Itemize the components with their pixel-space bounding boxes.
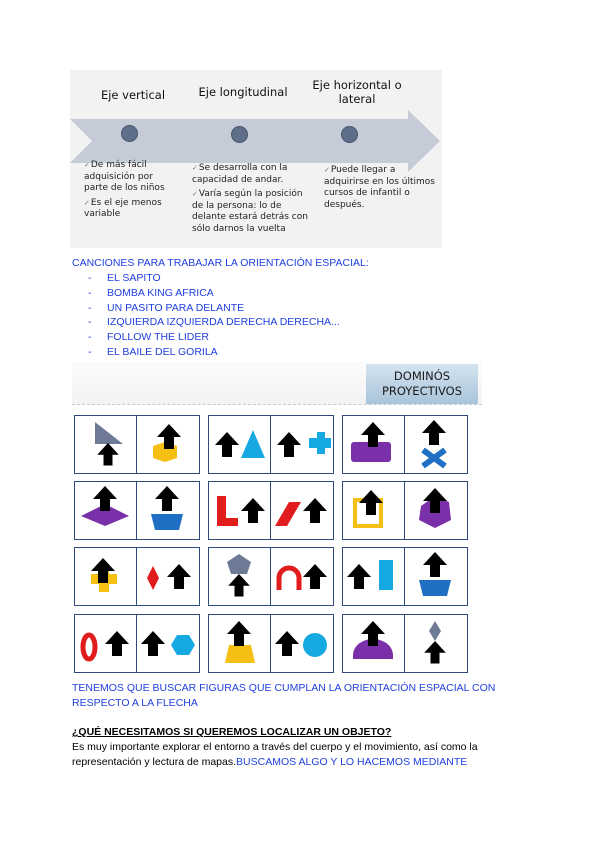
- domino-half-slate-triangle-above-arrow: [75, 416, 137, 473]
- axis-item: ✓ Varía según la posición de la persona: lo de delante estará detrás con sólo darnos la vuelta: [192, 189, 308, 235]
- domino-figure-arrow-left-of-cyan-hexagon: [137, 615, 198, 672]
- domino-half-red-arch-left-of-arrow: [271, 548, 332, 605]
- domino-half-arrow-on-yellow-trapezoid: [209, 615, 271, 672]
- songs-title: CANCIONES PARA TRABAJAR LA ORIENTACIÓN ESPACIAL:: [72, 257, 369, 269]
- domino-half-arrow-on-yellow-cross: [75, 548, 137, 605]
- domino-half-slate-diamond-above-arrow: [405, 615, 466, 672]
- domino-half-arrow-left-of-cyan-triangle: [209, 416, 271, 473]
- domino-figure-arrow-left-of-cyan-triangle: [209, 416, 270, 473]
- domino-tile: [342, 415, 468, 474]
- domino-half-arrow-in-yellow-square: [343, 482, 405, 539]
- song-item: - FOLLOW THE LIDER: [88, 331, 209, 344]
- axis-list-horizontal: [324, 165, 436, 214]
- axis-title-longitudinal: Eje longitudinal: [198, 85, 288, 99]
- domino-figure-slate-diamond-above-arrow: [405, 615, 466, 672]
- song-item: - EL SAPITO: [88, 272, 161, 284]
- domino-figure-red-parallelogram-left-of-arrow: [271, 482, 332, 539]
- axis-item: ✓ Es el eje menos variable: [84, 198, 174, 221]
- domino-figure-arrow-left-of-cyan-rectangle: [343, 548, 404, 605]
- domino-half-red-parallelogram-left-of-arrow: [271, 482, 332, 539]
- axes-infographic: [70, 70, 442, 248]
- domino-header: [72, 362, 482, 405]
- domino-tile: [208, 415, 334, 474]
- song-item: - BOMBA KING AFRICA: [88, 286, 214, 299]
- domino-tile: [74, 415, 200, 474]
- domino-half-arrow-left-of-cyan-cross: [271, 416, 332, 473]
- domino-figure-arrow-above-blue-trapezoid: [137, 482, 198, 539]
- domino-half-arrow-above-blue-trapezoid: [405, 548, 466, 605]
- domino-figure-slate-pentagon-above-arrow: [209, 548, 270, 605]
- axis-item: ✓ Se desarrolla con la capacidad de andar.: [192, 163, 308, 186]
- domino-figure-arrow-in-yellow-square: [343, 482, 404, 539]
- domino-half-arrow-above-blue-trapezoid: [137, 482, 198, 539]
- axis-title-horizontal: Eje horizontal o lateral: [312, 78, 402, 106]
- domino-figure-arrow-on-purple-diamond: [75, 482, 136, 539]
- domino-half-arrow-left-of-cyan-rectangle: [343, 548, 405, 605]
- domino-tile: [208, 614, 334, 673]
- axis-list-longitudinal: [192, 163, 308, 238]
- domino-tile: [342, 481, 468, 540]
- domino-half-red-ring-left-of-arrow: [75, 615, 137, 672]
- domino-figure-arrow-on-purple-dome: [343, 615, 404, 672]
- song-item: - UN PASITO PARA DELANTE: [88, 301, 245, 314]
- domino-half-arrow-left-of-cyan-circle: [271, 615, 332, 672]
- domino-figure-arrow-left-of-cyan-cross: [271, 416, 332, 473]
- domino-tile: [74, 614, 200, 673]
- domino-figure-red-ring-left-of-arrow: [75, 615, 136, 672]
- songs-list: [88, 271, 340, 360]
- domino-badge: [366, 364, 478, 404]
- domino-tile: [342, 614, 468, 673]
- domino-half-arrow-on-purple-hexagon: [405, 482, 466, 539]
- domino-tile: [208, 481, 334, 540]
- domino-figure-red-l-left-of-arrow: [209, 482, 270, 539]
- domino-tile: [208, 547, 334, 606]
- domino-half-arrow-on-purple-diamond: [75, 482, 137, 539]
- domino-badge-line2: PROYECTIVOS: [381, 384, 463, 398]
- domino-figure-arrow-above-blue-trapezoid: [405, 548, 466, 605]
- domino-half-red-l-left-of-arrow: [209, 482, 271, 539]
- domino-tile: [342, 547, 468, 606]
- domino-figure-slate-triangle-above-arrow: [75, 416, 136, 473]
- axis-dot-longitudinal: [231, 126, 248, 143]
- song-item: - EL BAILE DEL GORILA: [88, 345, 218, 358]
- domino-half-arrow-on-purple-rectangle: [343, 416, 405, 473]
- domino-half-red-diamond-left-of-arrow: [137, 548, 198, 605]
- axis-dot-horizontal: [341, 126, 358, 143]
- domino-figure-red-arch-left-of-arrow: [271, 548, 332, 605]
- domino-figure-arrow-on-purple-rectangle: [343, 416, 404, 473]
- axis-dot-vertical: [121, 125, 138, 142]
- axis-list-vertical: [84, 160, 174, 224]
- axis-item: ✓ De más fácil adquisición por parte de los niños: [84, 160, 174, 195]
- axis-title-vertical: Eje vertical: [100, 88, 166, 102]
- domino-half-arrow-on-yellow-hexagon: [137, 416, 198, 473]
- domino-badge-line1: DOMINÓS: [393, 369, 451, 383]
- domino-figure-arrow-left-of-cyan-circle: [271, 615, 332, 672]
- body-paragraph: Es muy importante explorar el entorno a través del cuerpo y el movimiento, así como la representación y lectura de mapas.BUSCAMOS ALGO Y LO HACEMOS MEDIANTE: [72, 741, 478, 768]
- domino-figure-arrow-on-purple-hexagon: [405, 482, 466, 539]
- domino-figure-arrow-above-blue-x: [405, 416, 466, 473]
- domino-half-slate-pentagon-above-arrow: [209, 548, 271, 605]
- body-highlight: BUSCAMOS ALGO Y LO HACEMOS MEDIANTE: [236, 755, 468, 768]
- domino-half-arrow-left-of-cyan-hexagon: [137, 615, 198, 672]
- domino-half-arrow-above-blue-x: [405, 416, 466, 473]
- domino-half-arrow-on-purple-dome: [343, 615, 405, 672]
- domino-figure-arrow-on-yellow-cross: [75, 548, 136, 605]
- domino-tile: [74, 481, 200, 540]
- axis-item: ✓ Puede llegar a adquirirse en los últimos cursos de infantil o después.: [324, 165, 436, 211]
- domino-figure-arrow-on-yellow-trapezoid: [209, 615, 270, 672]
- domino-figure-red-diamond-left-of-arrow: [137, 548, 198, 605]
- find-figures-text: TENEMOS QUE BUSCAR FIGURAS QUE CUMPLAN LA ORIENTACIÓN ESPACIAL CON RESPECTO A LA FLECHA: [72, 682, 496, 709]
- song-item: - IZQUIERDA IZQUIERDA DERECHA DERECHA...: [88, 316, 340, 329]
- domino-tile: [74, 547, 200, 606]
- domino-figure-arrow-on-yellow-hexagon: [137, 416, 198, 473]
- question-heading: ¿QUÉ NECESITAMOS SI QUEREMOS LOCALIZAR UN OBJETO?: [72, 726, 392, 738]
